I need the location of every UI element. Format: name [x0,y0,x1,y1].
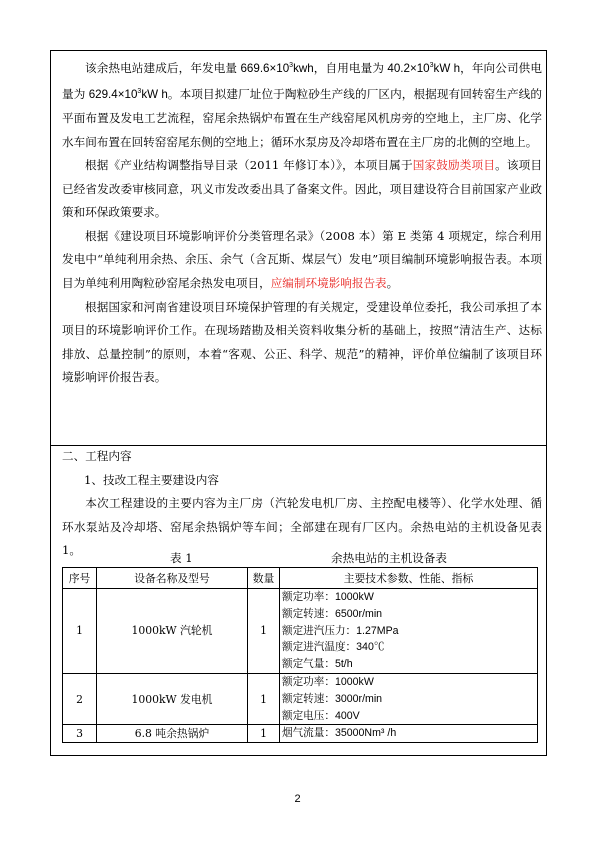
row-no: 3 [63,725,97,743]
header-qty: 数量 [248,568,280,589]
paragraph-construction: 本次工程建设的主要内容为主厂房（汽轮发电机厂房、主控配电楼等）、化学水处理、循环水泵站及冷却塔、窑尾余热锅炉等车间；全部建在现有厂区内。余热电站的主机设备见表 1。 [62,496,542,558]
header-no: 序号 [63,568,97,589]
row-no: 1 [63,589,97,674]
paragraph-assessment: 根据国家和河南省建设项目环境保护管理的有关规定，受建设单位委托，我公司承担了本项目的环境影响评价工作。在现场踏勘及相关资料收集分析的基础上，按照“清洁生产、达标排放、总量控制”的原则，本着“客观、公正、科学、规范”的精神，评价单位编制了该项目环境影响评价报告表。 [62,299,542,385]
table-row [63,725,538,743]
row-specs: 额定功率：1000kW 额定转速：6500r/min 额定进汽压力：1.27MPa 额定进汽温度：340℃ 额定气量：5t/h [280,589,538,674]
paragraph-policy: 根据《产业结构调整指导目录（2011 年修订本）》，本项目属于国家鼓励类项目。该项目已经省发改委审核同意，巩义市发改委出具了备案文件。因此，项目建设符合目前国家产业政策和环保政策要求。 [62,158,542,220]
paragraph-classification: 根据《建设项目环境影响评价分类管理名录》（2008 本）第 E 类第 4 项规定，综合利用发电中“单纯利用余热、余压、余气（含瓦斯、煤层气）发电”项目编制环境影响报告表。本项目为单纯利用陶粒砂窑尾余热发电项目，应编制环境影响报告表。 [62,228,542,291]
highlight-encouraged: 国家鼓励类项目 [412,158,496,173]
row-name: 6.8 吨余热锅炉 [97,725,248,743]
table-row [63,589,538,674]
equipment-table [62,567,538,743]
section-heading: 二、工程内容 [62,449,132,463]
row-qty: 1 [248,589,280,674]
header-name: 设备名称及型号 [97,568,248,589]
table-row [63,673,538,724]
row-name: 1000kW 汽轮机 [97,589,248,674]
row-no: 2 [63,673,97,724]
row-specs: 烟气流量：35000Nm³ /h [280,725,538,743]
header-specs: 主要技术参数、性能、指标 [280,568,538,589]
row-specs: 额定功率：1000kW 额定转速：3000r/min 额定电压：400V [280,673,538,724]
highlight-report-form: 应编制环境影响报告表 [270,276,387,291]
row-name: 1000kW 发电机 [97,673,248,724]
table-title: 余热电站的主机设备表 [331,551,447,565]
intro-text [62,54,542,390]
subsection-heading: 1、技改工程主要建设内容 [84,473,219,487]
row-qty: 1 [248,725,280,743]
paragraph-output: 该余热电站建成后，年发电量 $669.6\times 10^3kwh$，自用电量为 $40.2\times 10^3kW$ h，年向公司供电量为 $629.4\times 10^3kW$ h。本项目拟建厂址位于陶粒砂生产线的厂区内，根据现有回转窑生产线的平面布置及发电工艺流程，窑尾余热锅炉布置在生产线窑尾风机房旁的空地上，主厂房、化学水车间布置在回转窑窑尾东侧的空地上；循环水泵房及冷却塔布置在主厂房的北侧的空地上。 [62,60,542,149]
page-number: 2 [294,793,301,805]
table-label: 表 1 [170,551,193,565]
row-qty: 1 [248,673,280,724]
table-header-row [63,568,538,589]
